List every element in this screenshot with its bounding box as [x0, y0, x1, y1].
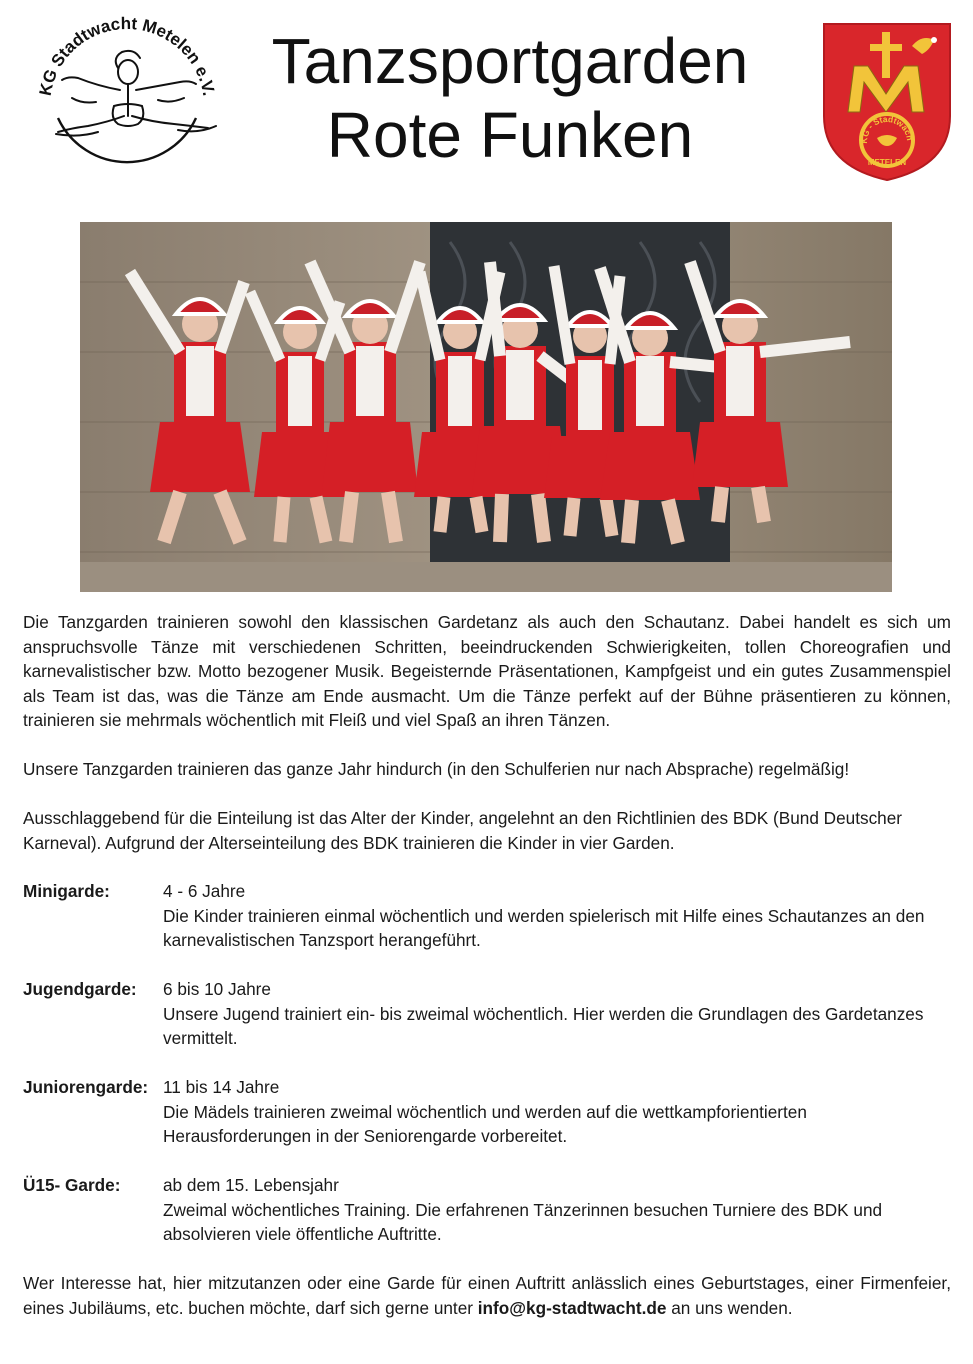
garde-description: Unsere Jugend trainiert ein- bis zweimal wöchentlich. Hier werden die Grundlagen des Gardetanzes vermittelt.: [163, 1003, 924, 1048]
garde-age: ab dem 15. Lebensjahr: [163, 1175, 339, 1195]
garde-minigarde: [23, 879, 951, 953]
title-line-2: Rote Funken: [326, 99, 694, 171]
garde-description: Zweimal wöchentliches Training. Die erfahrenen Tänzerinnen besuchen Turniere des BDK und absolvieren viele öffentliche Auftritte.: [163, 1199, 883, 1244]
crest-ring-text: KG - Stadtwach: [858, 113, 916, 144]
closing-text-after: an uns wenden.: [666, 1297, 793, 1318]
garde-name: Ü15- Garde:: [23, 1175, 121, 1195]
crest-town-text: METELEN: [867, 158, 907, 167]
intro-paragraph: Die Tanzgarden trainieren sowohl den klassischen Gardetanz als auch den Schautanz. Dabei handelt es sich um anspruchsvolle Tänze mit verschiedenen Schritten, beeindruckenden Schwierigkeiten, tollen Choreografien und karnevalistischer bzw. Motto bezogener Musik. Begeisternde Präsentationen, Kampfgeist und ein gutes Zusammenspiel als Team ist das, was die Tänze am Ende ausmacht. Um die Tänze perfekt auf der Bühne präsentieren zu können, trainieren sie mehrmals wöchentlich mit Fleiß und viel Spaß an ihren Tänzen.: [23, 612, 951, 730]
garde-age: 4 - 6 Jahre: [163, 881, 246, 901]
garde-name: Juniorengarde:: [23, 1077, 149, 1097]
garde-age: 11 bis 14 Jahre: [163, 1077, 280, 1097]
page-title: [230, 24, 790, 172]
photo-illustration: [80, 222, 892, 592]
age-paragraph: Ausschlaggebend für die Einteilung ist das Alter der Kinder, angelehnt an den Richtlinien des BDK (Bund Deutscher Karneval). Aufgrund der Alterseinteilung des BDK trainieren die Kinder in vier Garden.: [23, 808, 903, 853]
contact-email-link[interactable]: info@kg-stadtwacht.de: [477, 1297, 667, 1318]
title-line-1: Tanzsportgarden: [271, 25, 749, 97]
garde-name: Minigarde:: [23, 881, 110, 901]
garde-age: 6 bis 10 Jahre: [163, 979, 271, 999]
garde-u15: [23, 1173, 951, 1247]
garde-jugendgarde: [23, 977, 951, 1051]
shield-crest-icon: [820, 20, 954, 184]
dance-group-photo: [80, 222, 892, 592]
garde-name: Jugendgarde:: [23, 979, 137, 999]
closing-text-before: Wer Interesse hat, hier mitzutanzen oder eine Garde für einen Auftritt anlässlich eines Geburtstages, einer Firmenfeier, eines Jubiläums, etc. buchen möchte, darf sich gerne unter: [23, 1273, 951, 1318]
closing-paragraph: [23, 1271, 951, 1320]
year-paragraph: Unsere Tanzgarden trainieren das ganze Jahr hindurch (in den Schulferien nur nach Absprache) regelmäßig!: [23, 759, 850, 779]
club-logo-left: [28, 6, 224, 186]
garde-description: Die Kinder trainieren einmal wöchentlich und werden spielerisch mit Hilfe eines Schautanzes an den karnevalistischen Tanzsport herangeführt.: [163, 905, 925, 950]
garde-description: Die Mädels trainieren zweimal wöchentlich und werden auf die wettkampforientierten Herausforderungen in der Seniorengarde vorbereitet.: [163, 1101, 807, 1146]
dancer-logo-icon: [28, 6, 224, 186]
logo-ring-text: KG Stadtwacht Metelen e.V.: [35, 13, 219, 98]
club-crest-right: [820, 20, 954, 184]
garde-juniorengarde: [23, 1075, 951, 1149]
